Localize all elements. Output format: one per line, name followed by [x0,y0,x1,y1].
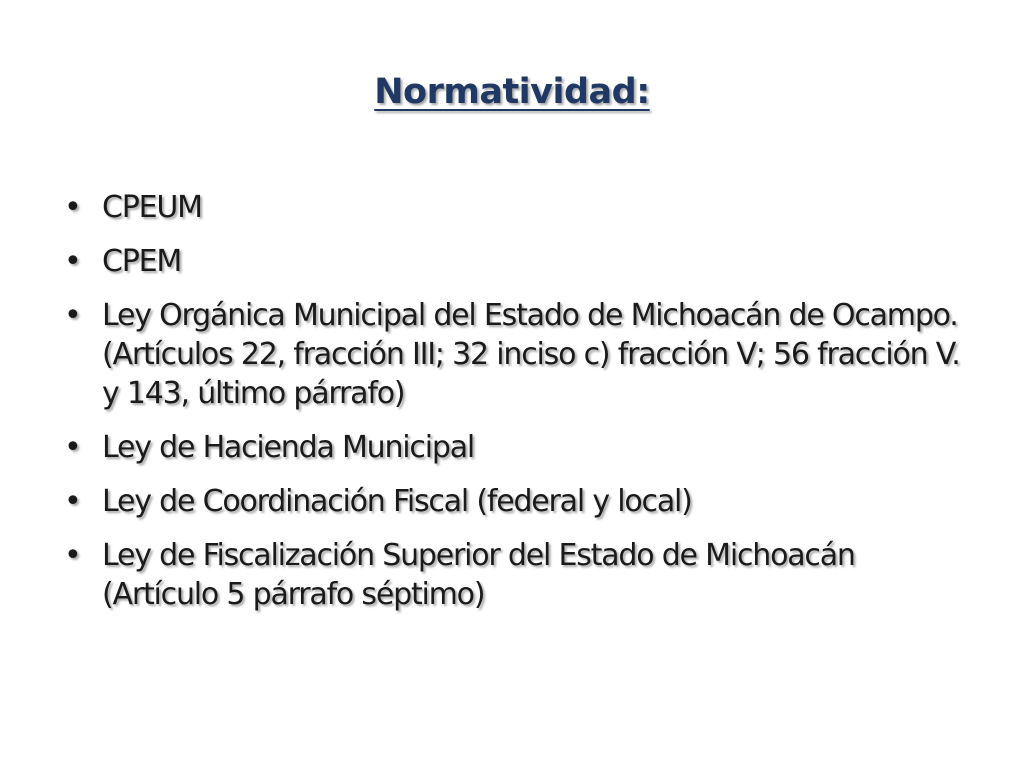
slide-title [0,72,1024,112]
bullet-text: Ley de Fiscalización Superior del Estado de Michoacán (Artículo 5 párrafo séptimo) [102,538,855,612]
slide-title-text: Normatividad: [374,72,650,112]
bullet-item-ley-organica-municipal [64,296,974,413]
bullet-item-ley-hacienda-municipal [64,428,974,467]
bullet-dot-icon: • [64,190,81,225]
bullet-dot-icon: • [64,430,81,465]
bullet-text: Ley de Coordinación Fiscal (federal y local) [102,484,692,519]
bullet-item-ley-fiscalizacion-superior [64,536,974,614]
bullet-text: CPEM [102,244,182,279]
bullet-item-cpeum [64,188,974,227]
bullet-dot-icon: • [64,298,81,333]
bullet-item-cpem [64,242,974,281]
bullet-text: CPEUM [102,190,202,225]
bullet-dot-icon: • [64,538,81,573]
bullet-item-ley-coordinacion-fiscal [64,482,974,521]
bullet-list [64,188,974,629]
bullet-dot-icon: • [64,244,81,279]
bullet-text: Ley Orgánica Municipal del Estado de Michoacán de Ocampo. (Artículos 22, fracción III; 32 inciso c) fracción V; 56 fracción V. y 143, último párrafo) [102,298,960,411]
bullet-dot-icon: • [64,484,81,519]
bullet-text: Ley de Hacienda Municipal [102,430,475,465]
